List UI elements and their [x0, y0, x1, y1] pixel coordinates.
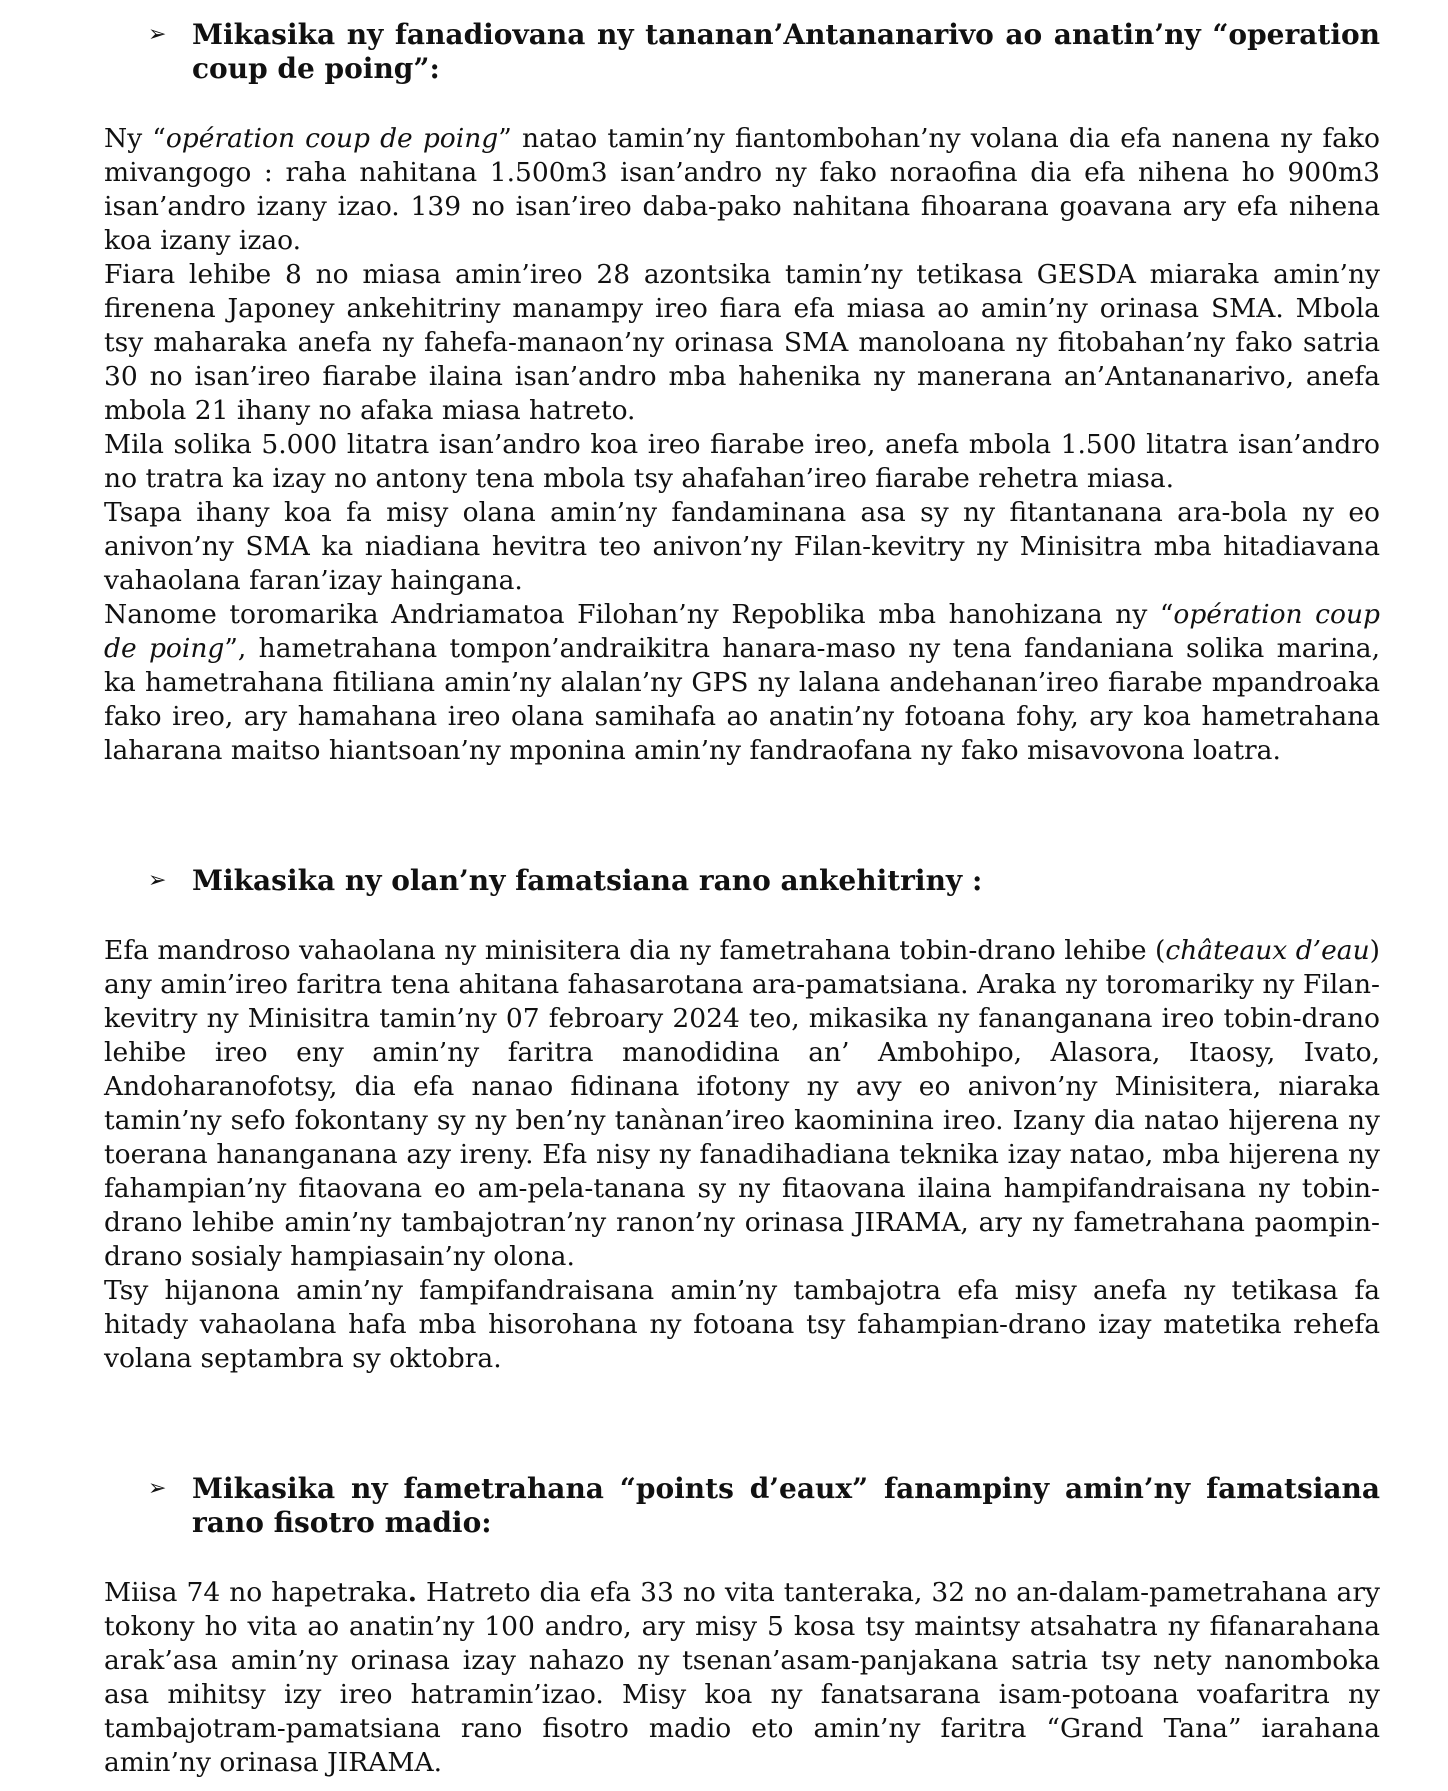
paragraph: Fiara lehibe 8 no miasa amin’ireo 28 azontsika tamin’ny tetikasa GESDA miaraka amin’ny firenena Japoney ankehitriny manampy ireo fiara efa miasa ao amin’ny orinasa SMA. Mbola tsy maharaka anefa ny fahefa-manaon’ny orinasa SMA manoloana ny fitobahan’ny fako satria 30 no isan’ireo fiarabe ilaina isan’andro mba hahenika ny manerana an’Antananarivo, anefa mbola 21 ihany no afaka miasa hatreto.: [104, 259, 1380, 426]
text-run: ) any amin’ireo faritra tena ahitana fahasarotana ara-pamatsiana. Araka ny toromariky ny Filan-kevitry ny Minisitra tamin’ny 07 febroary 2024 teo, mikasika ny fananganana ireo tobin-drano lehibe ireo eny amin’ny faritra manodidina an’ Ambohipo, Alasora, Itaosy, Ivato, Andoharanofotsy, dia efa nanao fidinana ifotony ny avy eo anivon’ny Minisitera, niaraka tamin’ny sefo fokontany sy ny ben’ny tanànan’ireo kaominina ireo. Izany dia natao hijerena ny toerana hananganana azy ireny. Efa nisy ny fanadihadiana teknika izay natao, mba hijerena ny fahampian’ny fitaovana eo am-pela-tanana sy ny fitaovana ilaina hampifandraisana ny tobin-drano lehibe amin’ny tambajotran’ny ranon’ny orinasa JIRAMA, ary ny fametrahana paompin-drano sosialy hampiasain’ny olona.: [104, 935, 1380, 1272]
arrow-bullet-icon: ➢: [148, 868, 167, 893]
section-body-fanadiovana: [104, 122, 1380, 768]
heading-text: Mikasika ny olan’ny famatsiana rano ankehitriny :: [192, 864, 983, 897]
spacer: [104, 1376, 1380, 1472]
paragraph: Tsapa ihany koa fa misy olana amin’ny fandaminana asa sy ny fitantanana ara-bola ny eo anivon’ny SMA ka niadiana hevitra teo anivon’ny Filan-kevitry ny Minisitra mba hitadiavana vahaolana faran’izay haingana.: [104, 497, 1380, 596]
section-heading-fanadiovana: [104, 18, 1380, 86]
spacer: [104, 768, 1380, 864]
arrow-bullet-icon: ➢: [148, 22, 167, 47]
document-page: [104, 0, 1380, 1780]
heading-text: Mikasika ny fametrahana “points d’eaux” fanampiny amin’ny famatsiana rano fisotro madio:: [192, 1472, 1380, 1539]
text-run: Hatreto dia efa 33 no vita tanteraka, 32 no an-dalam-pametrahana ary tokony ho vita ao anatin’ny 100 andro, ary misy 5 kosa tsy maintsy atsahatra ny fifanarahana arak’asa amin’ny orinasa izay nahazo ny tsenan’asam-panjakana satria tsy nety nanomboka asa mihitsy izy ireo hatramin’izao. Misy koa ny fanatsarana isam-potoana voafaritra ny tambajotram-pamatsiana rano fisotro madio eto amin’ny faritra “Grand Tana” iarahana amin’ny orinasa JIRAMA.: [104, 1577, 1380, 1778]
bold-period: .: [407, 1577, 417, 1608]
paragraph: Tsy hijanona amin’ny fampifandraisana amin’ny tambajotra efa misy anefa ny tetikasa fa hitady vahaolana hafa mba hisorohana ny fotoana tsy fahampian-drano izay matetika rehefa volana septambra sy oktobra.: [104, 1275, 1380, 1374]
paragraph: Mila solika 5.000 litatra isan’andro koa ireo fiarabe ireo, anefa mbola 1.500 litatra isan’andro no tratra ka izay no antony tena mbola tsy ahafahan’ireo fiarabe rehetra miasa.: [104, 429, 1380, 494]
section-body-famatsiana-rano: [104, 934, 1380, 1376]
text-run: Miisa 74 no hapetraka: [104, 1577, 408, 1608]
italic-term: châteaux d’eau: [1165, 935, 1370, 966]
text-run: Nanome toromarika Andriamatoa Filohan’ny Repoblika mba hanohizana ny “: [104, 599, 1174, 630]
text-run: ” natao tamin’ny fiantombohan’ny volana dia efa nanena ny fako mivangogo : raha nahitana 1.500m3 isan’andro ny fako noraofina dia efa nihena ho 900m3 isan’andro izany izao. 139 no isan’ireo daba-pako nahitana fihoarana goavana ary efa nihena koa izany izao.: [104, 123, 1380, 256]
text-run: Efa mandroso vahaolana ny minisitera dia ny fametrahana tobin-drano lehibe (: [104, 935, 1166, 966]
section-heading-points-deaux: [104, 1472, 1380, 1540]
heading-text: Mikasika ny fanadiovana ny tananan’Antananarivo ao anatin’ny “operation coup de poing”:: [192, 18, 1380, 85]
paragraph: [104, 934, 1380, 1274]
text-run: Ny “: [104, 123, 166, 154]
arrow-bullet-icon: ➢: [148, 1476, 167, 1501]
text-run: ”, hametrahana tompon’andraikitra hanara-maso ny tena fandaniana solika marina, ka hametrahana fitiliana amin’ny alalan’ny GPS ny lalana andehanan’ireo fiarabe mpandroaka fako ireo, ary hamahana ireo olana samihafa ao anatin’ny fotoana fohy, ary koa hametrahana laharana maitso hiantsoan’ny mponina amin’ny fandraofana ny fako misavovona loatra.: [104, 633, 1381, 766]
section-heading-famatsiana-rano: [104, 864, 1380, 898]
section-body-points-deaux: [104, 1576, 1380, 1780]
italic-term: opération coup de poing: [104, 599, 1380, 664]
paragraph: [104, 598, 1380, 768]
paragraph: [104, 1576, 1380, 1780]
paragraph: [104, 122, 1380, 258]
italic-term: opération coup de poing: [165, 123, 499, 154]
